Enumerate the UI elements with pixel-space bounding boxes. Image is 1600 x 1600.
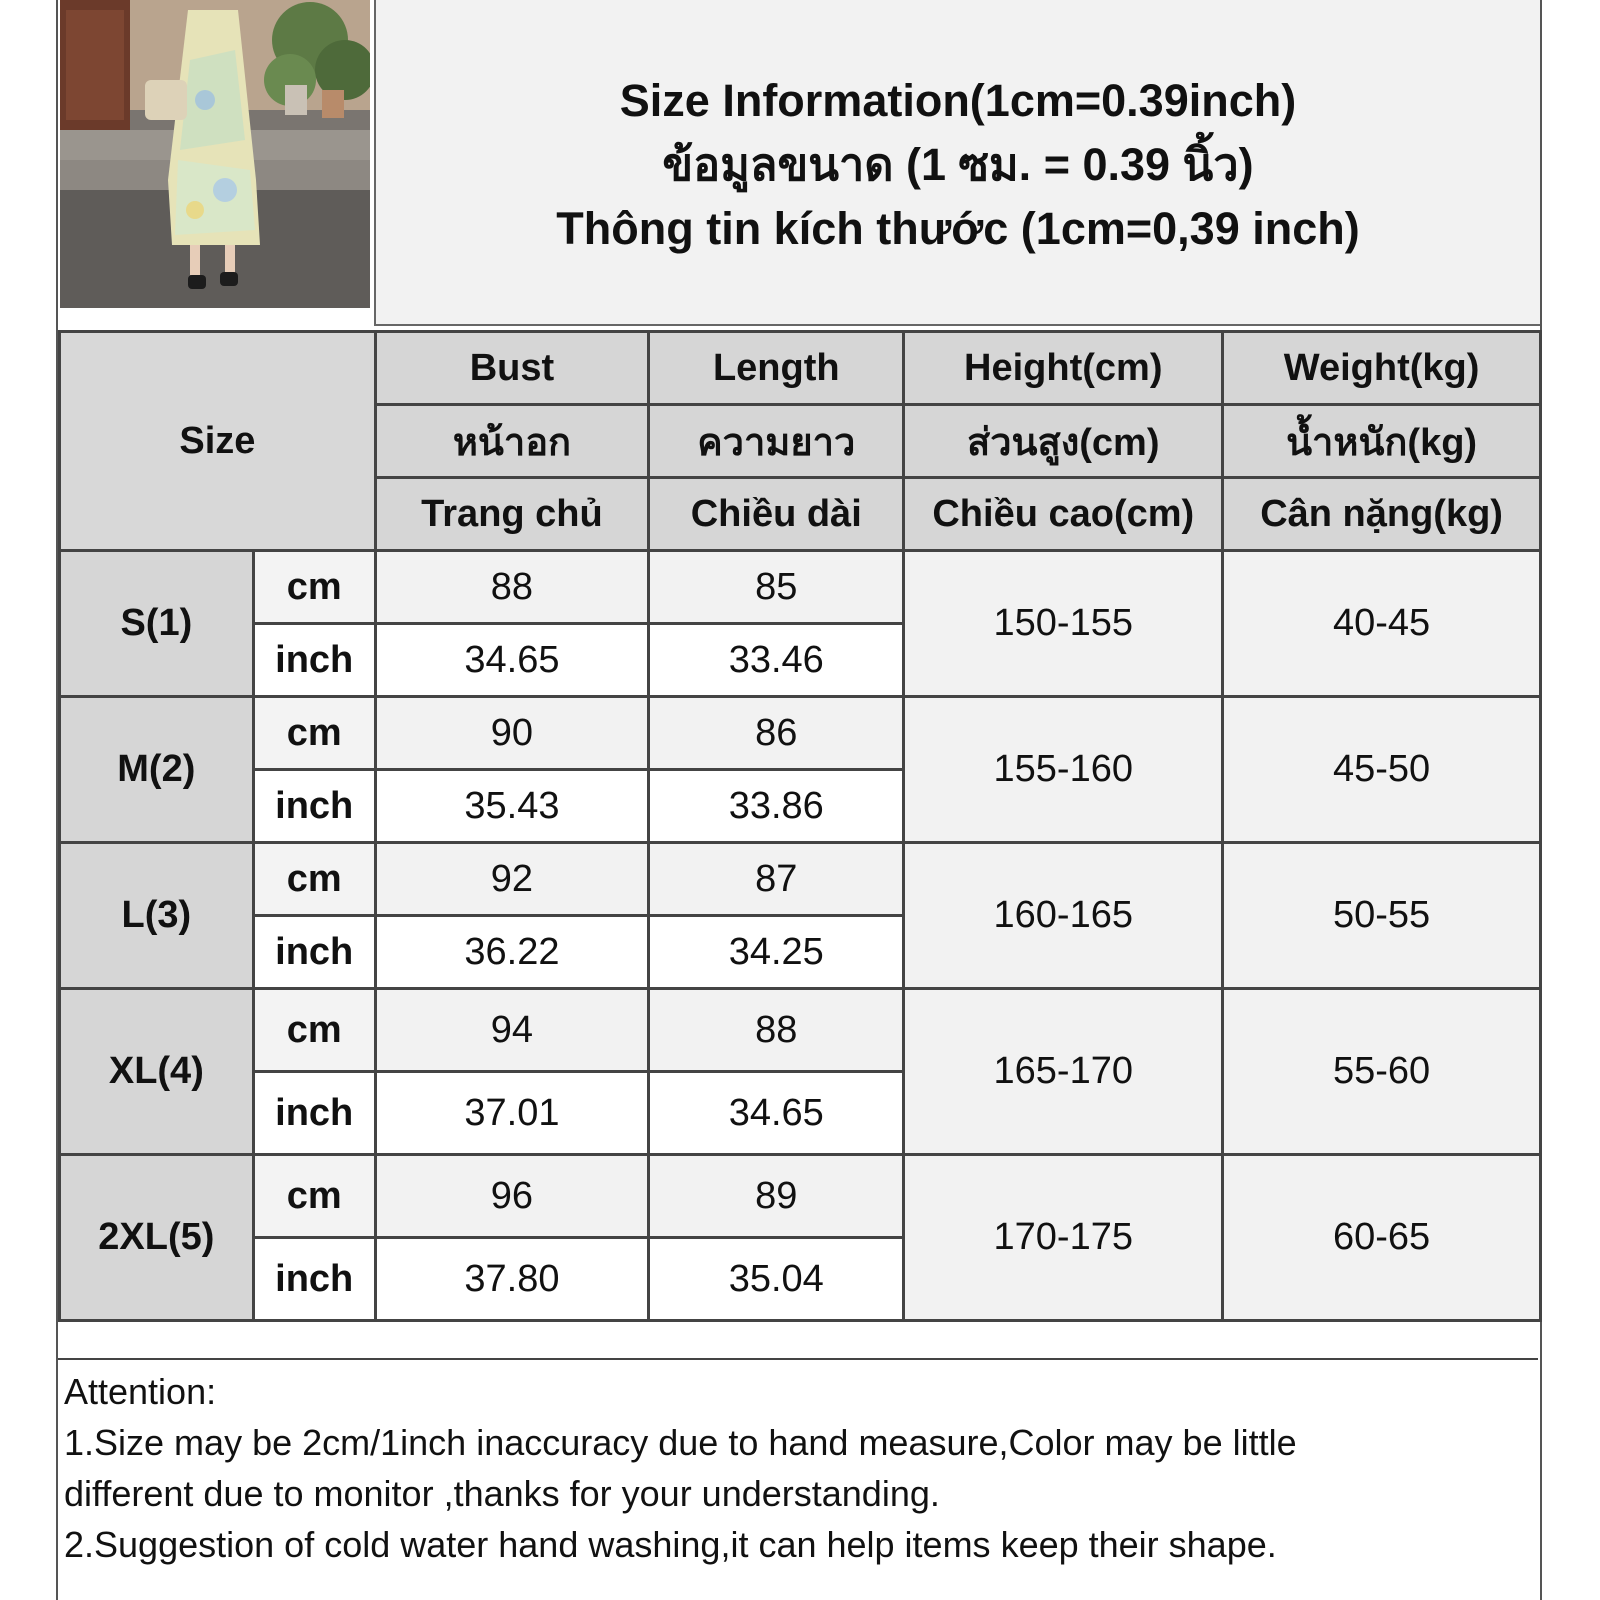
col-header-length-en: Length	[650, 333, 902, 403]
col-header-weight-vi: Cân nặng(kg)	[1224, 479, 1539, 549]
length-cm-value: 88	[650, 990, 902, 1070]
table-row	[61, 990, 1539, 1070]
attention-notes	[58, 1358, 1538, 1600]
product-photo-illustration	[60, 0, 370, 308]
bust-inch-value: 35.43	[377, 771, 647, 841]
table-row	[61, 1156, 1539, 1236]
col-header-length-vi: Chiều dài	[650, 479, 902, 549]
length-inch-value: 33.46	[650, 625, 902, 695]
height-range: 165-170	[905, 990, 1221, 1153]
col-header-bust-th: หน้าอก	[377, 406, 647, 476]
height-range: 170-175	[905, 1156, 1221, 1319]
unit-cm: cm	[255, 698, 374, 768]
size-label-l: L(3)	[61, 844, 252, 987]
size-label-2xl: 2XL(5)	[61, 1156, 252, 1319]
title-vietnamese: Thông tin kích thước (1cm=0,39 inch)	[556, 203, 1360, 254]
col-header-weight-th: น้ำหนัก(kg)	[1224, 406, 1539, 476]
bust-inch-value: 34.65	[377, 625, 647, 695]
length-cm-value: 87	[650, 844, 902, 914]
height-range: 160-165	[905, 844, 1221, 987]
table-row	[61, 552, 1539, 622]
unit-inch: inch	[255, 1073, 374, 1153]
unit-inch: inch	[255, 917, 374, 987]
bust-cm-value: 90	[377, 698, 647, 768]
length-inch-value: 34.25	[650, 917, 902, 987]
bust-cm-value: 88	[377, 552, 647, 622]
table-row	[61, 844, 1539, 914]
size-table	[58, 330, 1542, 1322]
col-header-weight-en: Weight(kg)	[1224, 333, 1539, 403]
height-range: 155-160	[905, 698, 1221, 841]
size-label-m: M(2)	[61, 698, 252, 841]
bust-cm-value: 94	[377, 990, 647, 1070]
weight-range: 50-55	[1224, 844, 1539, 987]
col-header-length-th: ความยาว	[650, 406, 902, 476]
size-info-title-box	[374, 0, 1540, 326]
length-cm-value: 85	[650, 552, 902, 622]
notes-line-3: 2.Suggestion of cold water hand washing,it can help items keep their shape.	[64, 1524, 1277, 1565]
bust-inch-value: 37.80	[377, 1239, 647, 1319]
unit-cm: cm	[255, 844, 374, 914]
notes-line-2: different due to monitor ,thanks for your understanding.	[64, 1473, 940, 1514]
col-header-bust-vi: Trang chủ	[377, 479, 647, 549]
title-thai: ข้อมูลขนาด (1 ซม. = 0.39 นิ้ว)	[662, 139, 1254, 190]
unit-cm: cm	[255, 990, 374, 1070]
length-cm-value: 86	[650, 698, 902, 768]
unit-cm: cm	[255, 1156, 374, 1236]
size-label-s: S(1)	[61, 552, 252, 695]
unit-inch: inch	[255, 1239, 374, 1319]
col-header-height-en: Height(cm)	[905, 333, 1221, 403]
unit-inch: inch	[255, 771, 374, 841]
unit-cm: cm	[255, 552, 374, 622]
weight-range: 55-60	[1224, 990, 1539, 1153]
col-header-height-th: ส่วนสูง(cm)	[905, 406, 1221, 476]
bust-cm-value: 92	[377, 844, 647, 914]
notes-line-1: 1.Size may be 2cm/1inch inaccuracy due to hand measure,Color may be little	[64, 1422, 1297, 1463]
weight-range: 60-65	[1224, 1156, 1539, 1319]
notes-heading: Attention:	[64, 1371, 217, 1412]
length-inch-value: 34.65	[650, 1073, 902, 1153]
weight-range: 40-45	[1224, 552, 1539, 695]
col-header-height-vi: Chiều cao(cm)	[905, 479, 1221, 549]
length-cm-value: 89	[650, 1156, 902, 1236]
length-inch-value: 35.04	[650, 1239, 902, 1319]
title-english: Size Information(1cm=0.39inch)	[619, 75, 1297, 126]
length-inch-value: 33.86	[650, 771, 902, 841]
weight-range: 45-50	[1224, 698, 1539, 841]
bust-cm-value: 96	[377, 1156, 647, 1236]
bust-inch-value: 37.01	[377, 1073, 647, 1153]
table-row	[61, 698, 1539, 768]
bust-inch-value: 36.22	[377, 917, 647, 987]
col-header-bust-en: Bust	[377, 333, 647, 403]
unit-inch: inch	[255, 625, 374, 695]
product-photo	[60, 0, 370, 308]
size-column-header: Size	[61, 333, 374, 549]
height-range: 150-155	[905, 552, 1221, 695]
size-label-xl: XL(4)	[61, 990, 252, 1153]
